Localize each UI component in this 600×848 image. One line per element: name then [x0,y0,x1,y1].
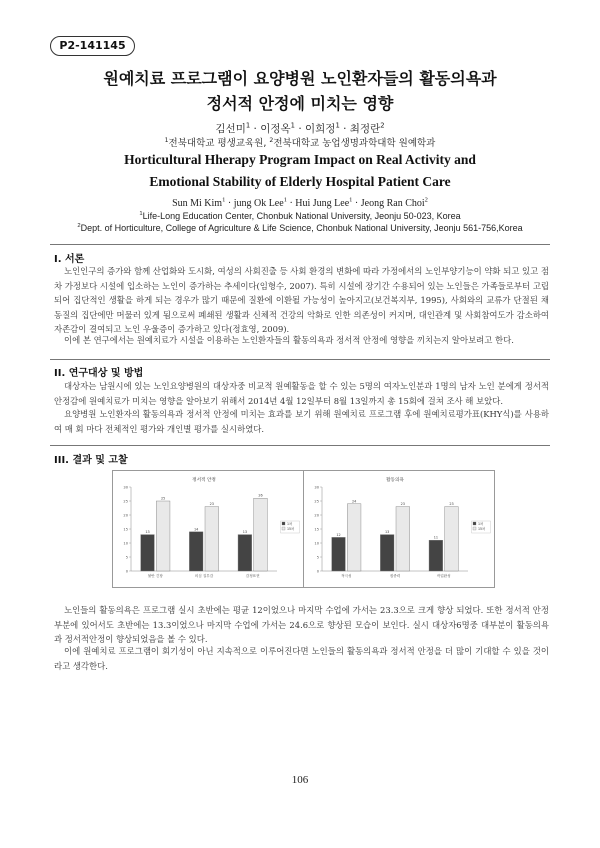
category-label: 집중력 [389,574,401,578]
author-affiliation-mark: 1 [290,121,295,130]
category-label: 불안 긴장 [147,574,163,578]
bar [429,540,443,571]
section-divider [50,244,550,245]
bar-value-label: 14 [194,527,199,532]
bar-value-label: 12 [336,532,341,537]
author-affiliation-mark: 1 [245,121,251,130]
author-affiliation-mark: 2 [380,121,385,130]
intro-paragraph-2: 이에 본 연구에서는 원예치료가 시설을 이용하는 노인환자들의 활동의욕과 정서적 안정에 영향을 끼치는지 알아보려고 한다. [64,335,514,345]
affiliation-text: Dept. of Horticulture, College of Agriculture & Life Science, Chonbuk National University, Jeonju 561-756,Korea [80,223,523,233]
y-tick-label: 30 [314,485,319,490]
y-tick-label: 5 [316,555,319,560]
section-divider [50,445,550,446]
bar [205,507,219,571]
affiliation-mark: 2 [269,136,274,144]
poster-id-badge: P2-141145 [50,36,135,56]
bar-value-label: 13 [385,530,390,535]
results-heading: III. 결과 및 고찰 [54,455,128,466]
english-authors: Sun Mi Kim$^1$ · jung Ok Lee$^1$ · Hui Jung Lee$^1$ · Jeong Ran Choi$^2$ [172,196,428,209]
bar-value-label: 11 [433,535,439,540]
bar-value-label: 26 [258,493,263,498]
author-name: 이희정 [305,123,336,135]
bar-value-label: 13 [145,530,150,535]
english-title-line-2: Emotional Stability of Elderly Hospital Patient Care [149,174,451,189]
intro-paragraph-1: 노인인구의 증가와 함께 산업화와 도시화, 여성의 사회진출 등 사회 환경의 변화에 따라 가정에서의 노인부양기능이 약화 되고 있고 점차 가정보다 시설에 입소하는 노인이 증가하는 추세이다(임형수, 2007). 특히 시설에 장기간 수용되어 있는 노인들은 가족들로부터 고립되어 집단적인 생활을 하게 되는 경우가 많기 때문에 질환에 이환될 가능성이 높아지고(보건복지부, 1995), 사회와의 교류가 단절된 채 동질의 집단에만 머물러 있게 됨으로써 폐쇄된 생활과 신체적 건강의 악화로 인한 의존성이 커지며, 대인관계 및 사회참여도가 감소하여 자존감이 결여되고 노인 우울증이 증가하고 있다(정효영, 2009). [54,266,549,335]
y-tick-label: 25 [314,499,319,504]
category-label: 적극성 [341,574,352,578]
korean-title-line-1: 원예치료 프로그램이 요양병원 노인환자들의 활동의욕과 [103,69,497,88]
author-affiliation-mark: 1 [283,196,287,204]
page-number: 106 [291,774,309,786]
legend-label: 15차 [478,526,486,531]
results-paragraph-2: 이에 원예치료 프로그램이 회기성이 아닌 지속적으로 이루어진다면 노인들의 활동의욕과 정서적 안정을 더 많이 기대할 수 있을 것이라고 생각한다. [54,646,549,671]
method-heading: II. 연구대상 및 방법 [54,368,144,379]
author-affiliation-mark: 2 [424,196,428,204]
emotional-stability-chart [112,470,304,588]
bar [396,507,410,571]
category-label: 의심 질투감 [194,574,214,578]
affiliation-mark: 1 [139,211,143,217]
affiliation-text: 전북대학교 평생교육원, [168,138,270,149]
english-affiliation-2 [0,223,600,233]
affiliation-text: 전북대학교 농업생명과학대학 원예학과 [273,138,436,149]
section-divider [50,359,550,360]
author-name: jung Ok Lee [233,198,284,209]
y-tick-label: 15 [123,527,128,532]
activity-motivation-chart [303,470,495,588]
bar-value-label: 23 [449,502,454,507]
legend-label: 1차 [478,521,484,526]
author-affiliation-mark: 1 [349,196,353,204]
legend-swatch [473,522,476,525]
affiliation-mark: 2 [77,223,81,229]
bar [189,532,203,571]
bar [445,507,459,571]
author-name: Jeong Ran Choi [360,198,425,209]
y-tick-label: 5 [125,555,128,560]
y-tick-label: 25 [123,499,128,504]
korean-authors: 김선미$^1$ · 이정옥$^1$ · 이희정$^1$ · 최정란$^2$ [215,121,385,135]
korean-title-line-2: 정서적 안정에 미치는 영향 [206,94,394,113]
category-label: 감정표현 [245,574,260,578]
bar [332,537,346,571]
method-paragraph-2: 요양병원 노인환자의 활동의욕과 정서적 안정에 미치는 효과를 보기 위해 원예치료 프로그램 후에 원예치료평가표(KHY식)를 사용하여 매 회 마다 전체적인 평가와 개인별 평가를 실시하였다. [54,409,549,434]
emotional-stability-chart-svg [113,471,303,587]
affiliation-text: Life-Long Education Center, Chonbuk National University, Jeonju 50-023, Korea [142,211,461,221]
legend-swatch [282,522,285,525]
bar [156,501,170,571]
chart-title: 정서적 안정 [192,478,216,483]
category-label: 작업완성 [436,574,451,578]
english-affiliation-1 [0,211,600,221]
author-name: Hui Jung Lee [295,198,350,209]
y-tick-label: 20 [123,513,128,518]
intro-heading: I. 서론 [54,254,85,265]
author-name: Sun Mi Kim [172,198,223,209]
bar-value-label: 23 [209,502,214,507]
legend-swatch [473,527,476,530]
author-name: 김선미 [215,123,246,135]
bar-value-label: 25 [160,496,166,501]
bar [254,498,268,571]
method-paragraph-1: 대상자는 남원시에 있는 노인요양병원의 대상자중 비교적 원예활동을 할 수 있는 5명의 여자노인분과 1명의 남자 노인 분에게 정서적 안정감에 원예치료가 미치는 영향을 알아보기 위해서 2014년 4월 12일부터 8월 13일까지 총 15회에 걸쳐 조사 해 보았다. [54,381,549,406]
affiliation-mark: 1 [164,136,169,144]
legend-label: 1차 [287,521,293,526]
y-tick-label: 0 [316,569,319,574]
bar [347,504,361,571]
author-affiliation-mark: 1 [335,121,340,130]
author-affiliation-mark: 1 [222,196,226,204]
bar-value-label: 24 [351,499,357,504]
author-name: 최정란 [349,123,381,135]
legend-swatch [282,527,285,530]
bar-value-label: 13 [242,530,248,535]
y-tick-label: 0 [125,569,128,574]
bar-value-label: 23 [400,502,405,507]
y-tick-label: 30 [123,485,128,490]
korean-affiliation [0,135,600,149]
bar [141,535,155,571]
results-paragraph-1: 노인들의 활동의욕은 프로그램 실시 초반에는 평균 12이었으나 마지막 수업에 가서는 23.3으로 크게 향상 되었다. 또한 정서적 안정 부분에 있어서도 초반에는 13.3이었으나 마지막 수업에 가서는 24.6으로 향상된 모습이 보인다. 실시 대상자6명중 대부분이 활동의욕과 정서적안정이 향상되었음을 볼 수 있다. [54,605,549,645]
y-tick-label: 15 [314,527,319,532]
bar [380,535,394,571]
legend-label: 15차 [287,526,295,531]
chart-title: 활동의욕 [386,478,404,483]
activity-motivation-chart-svg [304,471,494,587]
bar [238,535,252,571]
y-tick-label: 10 [123,541,128,546]
author-name: 이정옥 [260,123,291,135]
y-tick-label: 20 [314,513,319,518]
english-title-line-1: Horticultural Hherapy Program Impact on Real Activity and [124,152,476,167]
y-tick-label: 10 [314,541,319,546]
